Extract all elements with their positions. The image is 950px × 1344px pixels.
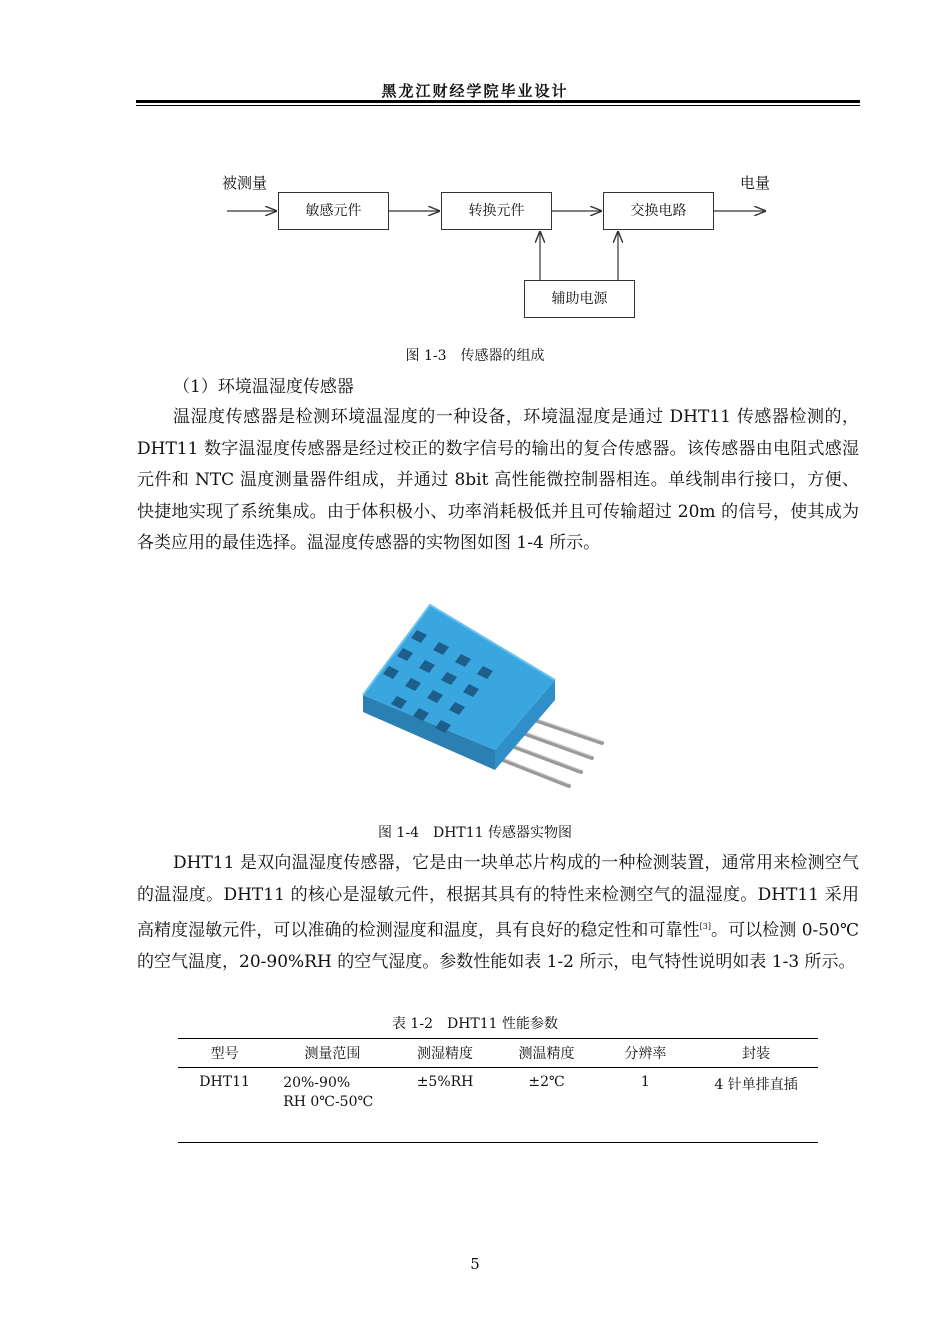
- table-header-range: 测量范围: [271, 1039, 394, 1068]
- cell-package: 4 针单排直插: [694, 1068, 818, 1143]
- diagram-box-auxiliary-power: 辅助电源: [524, 280, 635, 318]
- diagram-input-label: 被测量: [222, 174, 268, 192]
- dht11-parameters-table: [178, 1038, 818, 1143]
- page-number: 5: [470, 1255, 480, 1273]
- table-1-2-caption: 表 1-2 DHT11 性能参数: [391, 1016, 559, 1032]
- cell-resolution: 1: [597, 1068, 695, 1143]
- table-header-temperature-accuracy: 测温精度: [496, 1039, 596, 1068]
- paragraph-2-text: DHT11 是双向温湿度传感器，它是由一块单芯片构成的一种检测装置，通常用来检测空气的温湿度。DHT11 的核心是湿敏元件，根据其具有的特性来检测空气的温湿度。DHT11 采用高精度湿敏元件，可以准确的检测湿度和温度，具有良好的稳定性和可靠性: [137, 853, 859, 941]
- table-row: [178, 1068, 818, 1143]
- dht11-sensor-image: [355, 600, 610, 800]
- header-rule-thin: [136, 105, 860, 106]
- table-header-package: 封装: [694, 1039, 818, 1068]
- table-header-model: 型号: [178, 1039, 271, 1068]
- header-rule-thick: [136, 100, 860, 103]
- cell-model: DHT11: [178, 1068, 271, 1143]
- paragraph-2-text-continued: 。可以检测 0-50℃的空气温度，20-90%RH 的空气湿度。参数性能如表 1-2 所示，电气特性说明如表 1-3 所示。: [137, 920, 859, 973]
- cell-humidity-accuracy: ±5%RH: [394, 1068, 497, 1143]
- diagram-box-conversion-element: 转换元件: [441, 192, 552, 230]
- citation-ref: [3]: [699, 922, 711, 932]
- sensor-composition-diagram: [210, 168, 780, 328]
- page-header-title: 黑龙江财经学院毕业设计: [381, 82, 569, 100]
- paragraph-1: 温湿度传感器是检测环境温湿度的一种设备，环境温湿度是通过 DHT11 传感器检测的，DHT11 数字温湿度传感器是经过校正的数字信号的输出的复合传感器。该传感器由电阻式感湿元件和 NTC 温度测量器件组成，并通过 8bit 高性能微控制器相连。单线制串行接口，方便、快捷地实现了系统集成。由于体积极小、功率消耗极低并且可传输超过 20m 的信号，使其成为各类应用的最佳选择。温湿度传感器的实物图如图 1-4 所示。: [137, 407, 859, 554]
- table-header-resolution: 分辨率: [597, 1039, 695, 1068]
- table-header-humidity-accuracy: 测湿精度: [394, 1039, 497, 1068]
- diagram-box-sensitive-element: 敏感元件: [278, 192, 389, 230]
- figure-1-4-caption: 图 1-4 DHT11 传感器实物图: [377, 825, 573, 841]
- cell-temperature-accuracy: ±2℃: [496, 1068, 596, 1143]
- table-header-row: [178, 1039, 818, 1068]
- paragraph-2: [137, 848, 859, 979]
- diagram-output-label: 电量: [740, 174, 771, 192]
- section-heading: （1）环境温湿度传感器: [173, 377, 354, 397]
- diagram-box-exchange-circuit: 交换电路: [603, 192, 714, 230]
- cell-range: 20%-90% RH 0℃-50℃: [271, 1068, 394, 1143]
- figure-1-3-caption: 图 1-3 传感器的组成: [405, 348, 545, 364]
